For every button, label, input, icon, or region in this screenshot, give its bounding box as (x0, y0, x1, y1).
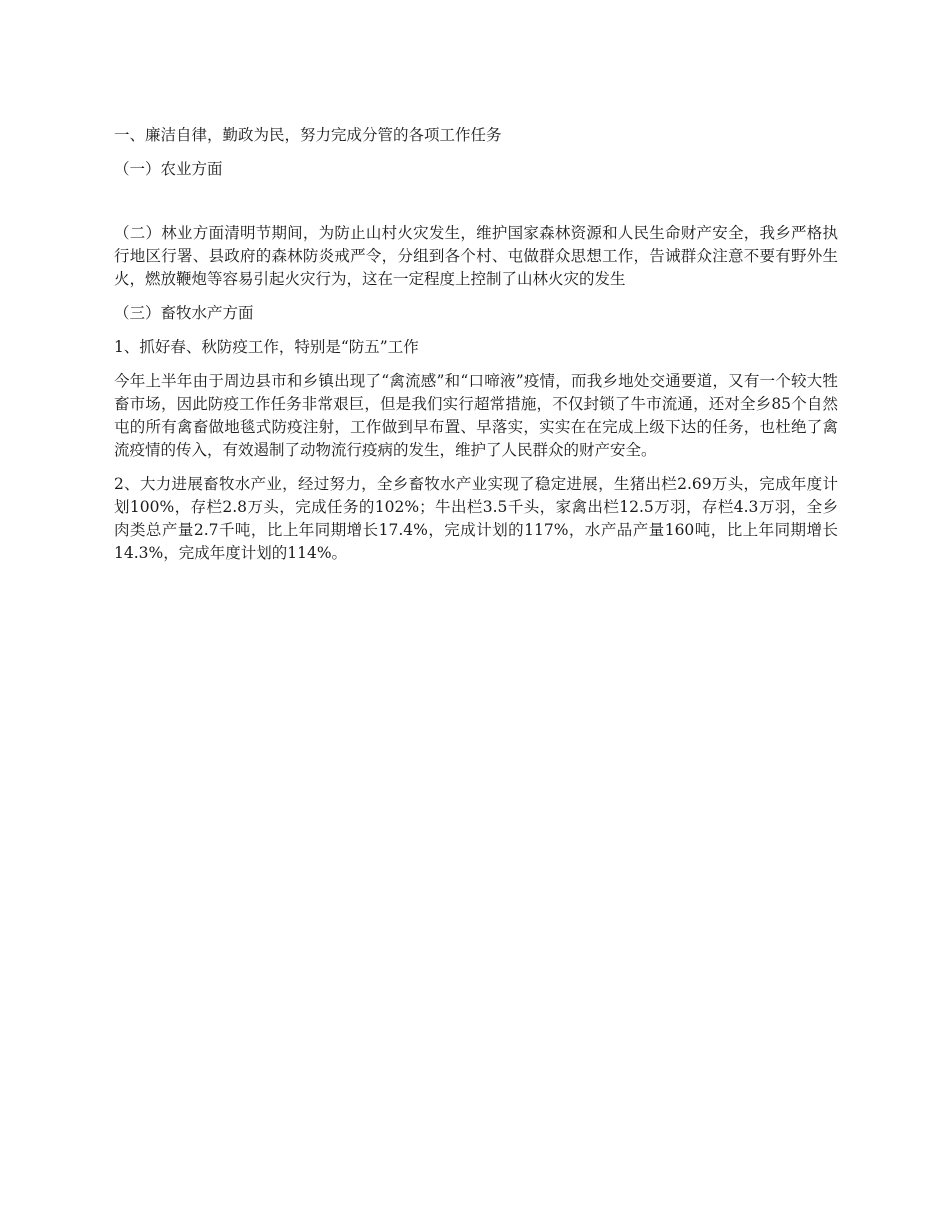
subsection-livestock: （三）畜牧水产方面 (114, 304, 254, 322)
section-heading: 一、廉洁自律，勤政为民，努力完成分管的各项工作任务 (114, 126, 502, 144)
subsection-agriculture: （一）农业方面 (114, 160, 223, 178)
subsection-forestry: （二）林业方面清明节期间，为防止山村火灾发生，维护国家森林资源和人民生命财产安全，我乡严格执行地区行署、县政府的森林防炎戒严令，分组到各个村、屯做群众思想工作，告诫群众注意不要有野外生火，燃放鞭炮等容易引起火灾行为，这在一定程度上控制了山林火灾的发生 (114, 224, 838, 288)
item-1-title: 1、抓好春、秋防疫工作，特别是“防五”工作 (114, 338, 419, 356)
item-1-body: 今年上半年由于周边县市和乡镇出现了“禽流感”和“口啼液”疫情，而我乡地处交通要道，又有一个较大牲畜市场，因此防疫工作任务非常艰巨，但是我们实行超常措施，不仅封锁了牛市流通，还对全乡85个自然屯的所有禽畜做地毯式防疫注射，工作做到早布置、早落实，实实在在完成上级下达的任务，也杜绝了禽流疫情的传入，有效遏制了动物流行疫病的发生，维护了人民群众的财产安全。 (114, 372, 838, 459)
blank-space (114, 192, 838, 222)
item-2-body: 2、大力进展畜牧水产业，经过努力，全乡畜牧水产业实现了稳定进展，生猪出栏2.69万头，完成年度计划100%，存栏2.8万头，完成任务的102%；牛出栏3.5千头，家禽出栏12.5万羽，存栏4.3万羽，全乡肉类总产量2.7千吨，比上年同期增长17.4%，完成计划的117%，水产品产量160吨，比上年同期增长14.3%，完成年度计划的114%。 (114, 475, 838, 562)
document-body (114, 124, 838, 576)
